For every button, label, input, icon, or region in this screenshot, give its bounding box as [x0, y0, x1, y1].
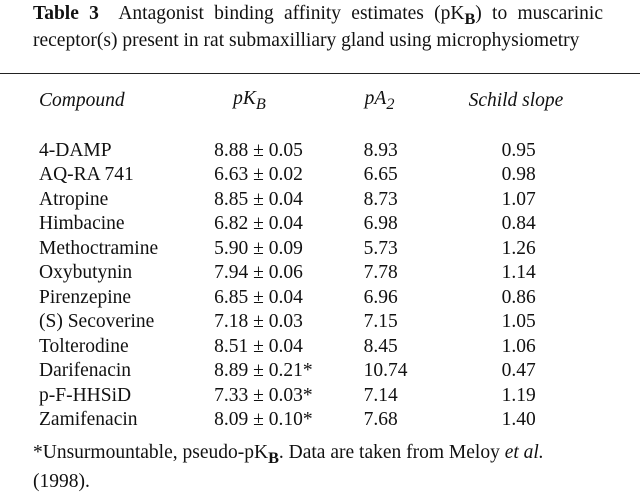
- cell-slope: 1.40: [501, 409, 536, 431]
- cell-pa2: 7.14: [363, 384, 398, 406]
- table-row: [30, 359, 610, 384]
- cell-pa2: 7.68: [363, 409, 398, 431]
- cell-pa2: 5.73: [363, 237, 398, 259]
- cell-slope: 0.86: [501, 286, 536, 308]
- cell-compound: Methoctramine: [39, 237, 159, 259]
- header-pa2: $pA_2$: [364, 88, 395, 113]
- cell-compound: 4-DAMP: [39, 139, 112, 161]
- cell-pa2: 6.65: [363, 164, 398, 186]
- cell-compound: Oxybutynin: [39, 262, 133, 284]
- cell-slope: 1.14: [501, 262, 536, 284]
- cell-compound: AQ-RA 741: [39, 164, 134, 186]
- cell-pa2: 8.45: [363, 335, 398, 357]
- table-row: [30, 261, 610, 286]
- caption-subscript: B: [464, 9, 476, 28]
- cell-pa2: 7.78: [363, 262, 398, 284]
- table-row: [30, 286, 610, 311]
- table-row: [30, 188, 610, 213]
- table-row: [30, 408, 610, 433]
- cell-pkb: 7.33 ± 0.03*: [214, 384, 313, 406]
- caption-text-after: ) to muscarinic receptor(s) present in rat submaxilliary gland using microphysiometry: [33, 3, 603, 51]
- cell-compound: p-F-HHSiD: [39, 384, 132, 406]
- cell-compound: Himbacine: [39, 213, 125, 235]
- header-pkb: $pK_B$: [233, 88, 266, 113]
- cell-pkb: 5.90 ± 0.09: [214, 237, 303, 259]
- table-row: [30, 310, 610, 335]
- cell-pkb: 7.18 ± 0.03: [214, 311, 303, 333]
- cell-slope: 0.95: [501, 139, 536, 161]
- cell-pa2: 8.93: [363, 139, 398, 161]
- data-table: [30, 88, 610, 433]
- cell-pa2: 7.15: [363, 311, 398, 333]
- cell-pkb: 8.51 ± 0.04: [214, 335, 303, 357]
- cell-pkb: 8.89 ± 0.21*: [214, 360, 313, 382]
- footnote-year: (1998).: [33, 470, 90, 492]
- footnote-subscript: B: [268, 448, 279, 467]
- cell-slope: 0.47: [501, 360, 536, 382]
- header-schild-slope: Schild slope: [468, 90, 564, 112]
- cell-slope: 1.19: [501, 384, 536, 406]
- cell-pkb: 7.94 ± 0.06: [214, 262, 303, 284]
- cell-compound: Tolterodine: [39, 335, 129, 357]
- header-compound: Compound: [39, 90, 125, 112]
- cell-pkb: 6.85 ± 0.04: [214, 286, 303, 308]
- cell-pkb: 6.63 ± 0.02: [214, 164, 303, 186]
- table-caption: [33, 3, 603, 52]
- cell-slope: 1.07: [501, 188, 536, 210]
- table-number: Table 3: [33, 3, 99, 24]
- cell-slope: 1.26: [501, 237, 536, 259]
- cell-pa2: 6.98: [363, 213, 398, 235]
- cell-pa2: 6.96: [363, 286, 398, 308]
- cell-pkb: 8.09 ± 0.10*: [214, 409, 313, 431]
- cell-compound: Atropine: [39, 188, 109, 210]
- cell-pkb: 8.88 ± 0.05: [214, 139, 303, 161]
- cell-compound: Pirenzepine: [39, 286, 132, 308]
- cell-slope: 0.84: [501, 213, 536, 235]
- cell-compound: Darifenacin: [39, 360, 132, 382]
- caption-text: Antagonist binding affinity estimates (pK: [118, 3, 465, 24]
- cell-slope: 1.05: [501, 311, 536, 333]
- table-row: [30, 139, 610, 164]
- cell-slope: 1.06: [501, 335, 536, 357]
- table-row: [30, 384, 610, 409]
- header-row: [30, 88, 610, 139]
- cell-pa2: 10.74: [363, 360, 408, 382]
- cell-pa2: 8.73: [363, 188, 398, 210]
- cell-compound: (S) Secoverine: [39, 311, 155, 333]
- footnote-part2: . Data are taken from Meloy: [278, 442, 505, 463]
- table-row: [30, 163, 610, 188]
- cell-pkb: 6.82 ± 0.04: [214, 213, 303, 235]
- table-row: [30, 335, 610, 360]
- footnote-part1: *Unsurmountable, pseudo-pK: [33, 442, 269, 463]
- cell-slope: 0.98: [501, 164, 536, 186]
- table-row: [30, 237, 610, 262]
- table-row: [30, 212, 610, 237]
- cell-compound: Zamifenacin: [39, 409, 138, 431]
- cell-pkb: 8.85 ± 0.04: [214, 188, 303, 210]
- footnote-et-al: et al.: [504, 442, 544, 463]
- table-footnote: [33, 441, 603, 493]
- top-rule: [0, 73, 640, 74]
